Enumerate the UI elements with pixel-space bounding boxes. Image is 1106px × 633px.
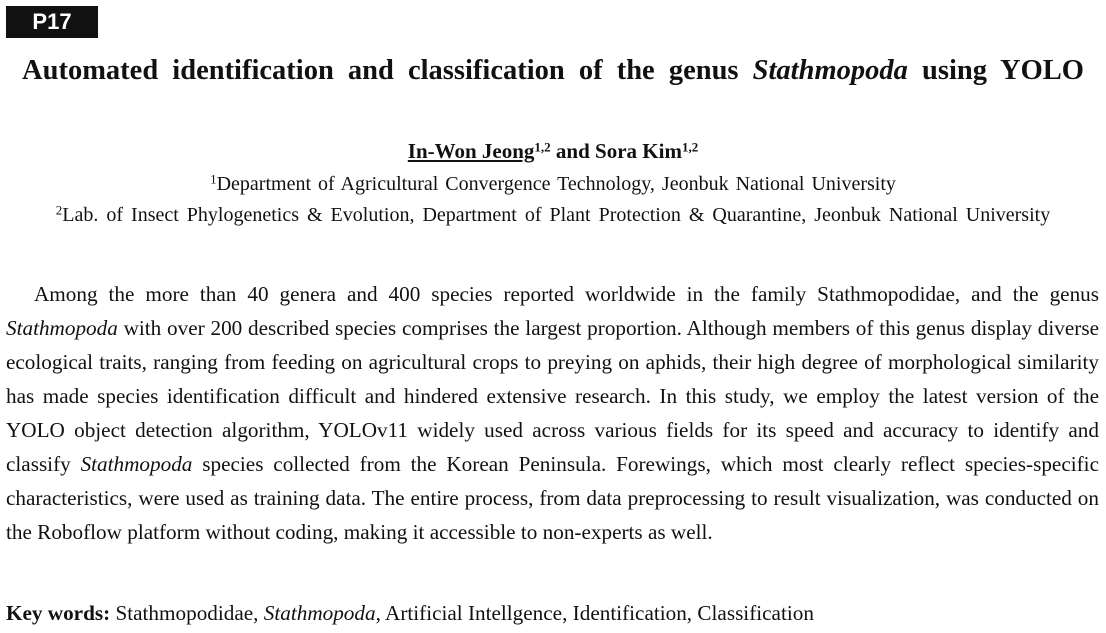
abstract-part-3: species collected from the Korean Peninsula. Forewings, which most clearly reflect species-specific characteristics, were used as training data. The entire process, from data preprocessing to result visualization, was conducted on the Roboflow platform without coding, making it accessible to non-experts as well. [6, 452, 1099, 544]
keywords-genus-italic: Stathmopoda [263, 601, 376, 625]
abstract-genus-italic-2: Stathmopoda [80, 452, 193, 476]
keywords-part-2: , Artificial Intellgence, Identification, Classification [375, 601, 814, 625]
author-joiner: and [550, 139, 596, 163]
abstract-genus-italic-1: Stathmopoda [6, 316, 118, 340]
author-2-name: Sora Kim [595, 139, 682, 163]
author-1-affiliation-marks: 1,2 [534, 139, 551, 155]
abstract-part-1: Among the more than 40 genera and 400 species reported worldwide in the family Stathmopodidae, and the genus [34, 282, 1099, 306]
paper-title [0, 52, 1106, 90]
title-text-end: using YOLO [907, 55, 1084, 86]
author-line [0, 136, 1106, 166]
affiliation-1-text: Department of Agricultural Convergence Technology, Jeonbuk National University [216, 173, 896, 195]
affiliation-1-mark: 1 [210, 171, 217, 187]
keywords-line [6, 598, 1099, 628]
affiliation-2 [0, 201, 1106, 229]
keywords-part-1: Stathmopodidae, [110, 601, 264, 625]
author-1-name: In-Won Jeong [407, 139, 535, 163]
abstract-part-2: with over 200 described species comprises the largest proportion. Although members of this genus display diverse ecological traits, ranging from feeding on agricultural crops to preying on aphids, their high degree of morphological similarity has made species identification difficult and hindered extensive research. In this study, we employ the latest version of the YOLO object detection algorithm, YOLOv11 widely used across various fields for its speed and accuracy to identify and classify [6, 316, 1099, 476]
title-genus-italic: Stathmopoda [752, 55, 908, 86]
keywords-label: Key words: [6, 601, 111, 625]
affiliation-2-mark: 2 [55, 202, 63, 218]
title-text-start: Automated identification and classification of the genus [22, 55, 753, 86]
affiliation-2-text: Lab. of Insect Phylogenetics & Evolution, Department of Plant Protection & Quarantine, Jeonbuk National University [62, 204, 1051, 226]
author-2-affiliation-marks: 1,2 [681, 139, 699, 155]
abstract-paragraph [6, 277, 1099, 549]
poster-number-badge: P17 [6, 6, 98, 38]
affiliation-1 [0, 170, 1106, 198]
